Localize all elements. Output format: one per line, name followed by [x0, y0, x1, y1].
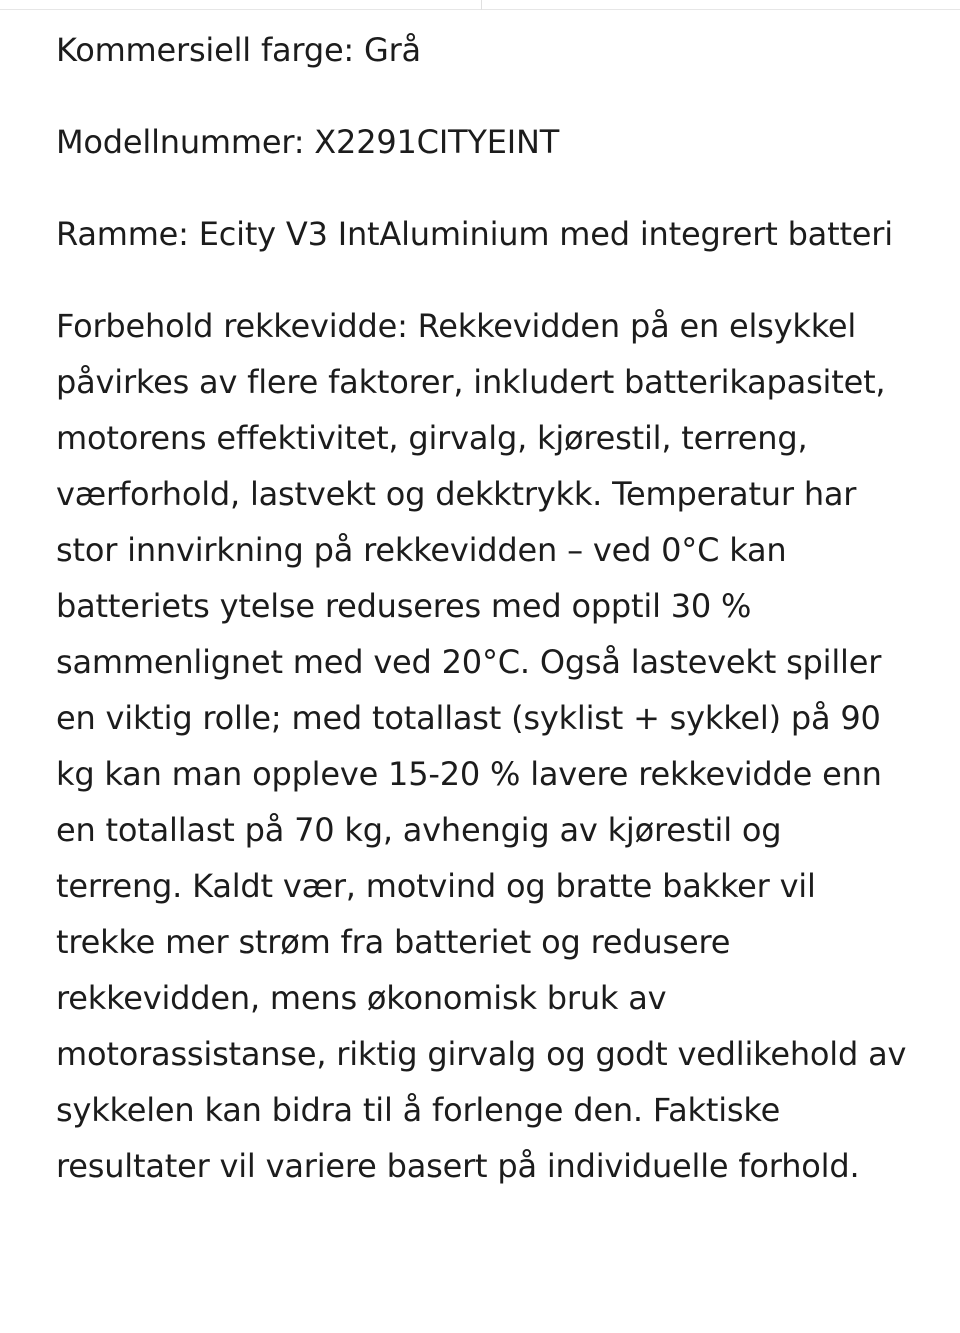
top-divider — [481, 0, 482, 10]
product-specs — [56, 22, 916, 1194]
top-bar — [0, 0, 960, 10]
spec-frame: Ramme: Ecity V3 IntAluminium med integrert batteri — [56, 215, 893, 253]
spec-range-disclaimer: Forbehold rekkevidde: Rekkevidden på en elsykkel påvirkes av flere faktorer, inkludert batterikapasitet, motorens effektivitet, girvalg, kjørestil, terreng, værforhold, lastvekt og dekktrykk. Temperatur har stor innvirkning på rekkevidden – ved 0°C kan batteriets ytelse reduseres med opptil 30 % sammenlignet med ved 20°C. Også lastevekt spiller en viktig rolle; med totallast (syklist + sykkel) på 90 kg kan man oppleve 15-20 % lavere rekkevidde enn en totallast på 70 kg, avhengig av kjørestil og terreng. Kaldt vær, motvind og bratte bakker vil trekke mer strøm fra batteriet og redusere rekkevidden, mens økonomisk bruk av motorassistanse, riktig girvalg og godt vedlikehold av sykkelen kan bidra til å forlenge den. Faktiske resultater vil variere basert på individuelle forhold. — [56, 307, 917, 1185]
spec-model-number: Modellnummer: X2291CITYEINT — [56, 123, 560, 161]
spec-color: Kommersiell farge: Grå — [56, 31, 421, 69]
